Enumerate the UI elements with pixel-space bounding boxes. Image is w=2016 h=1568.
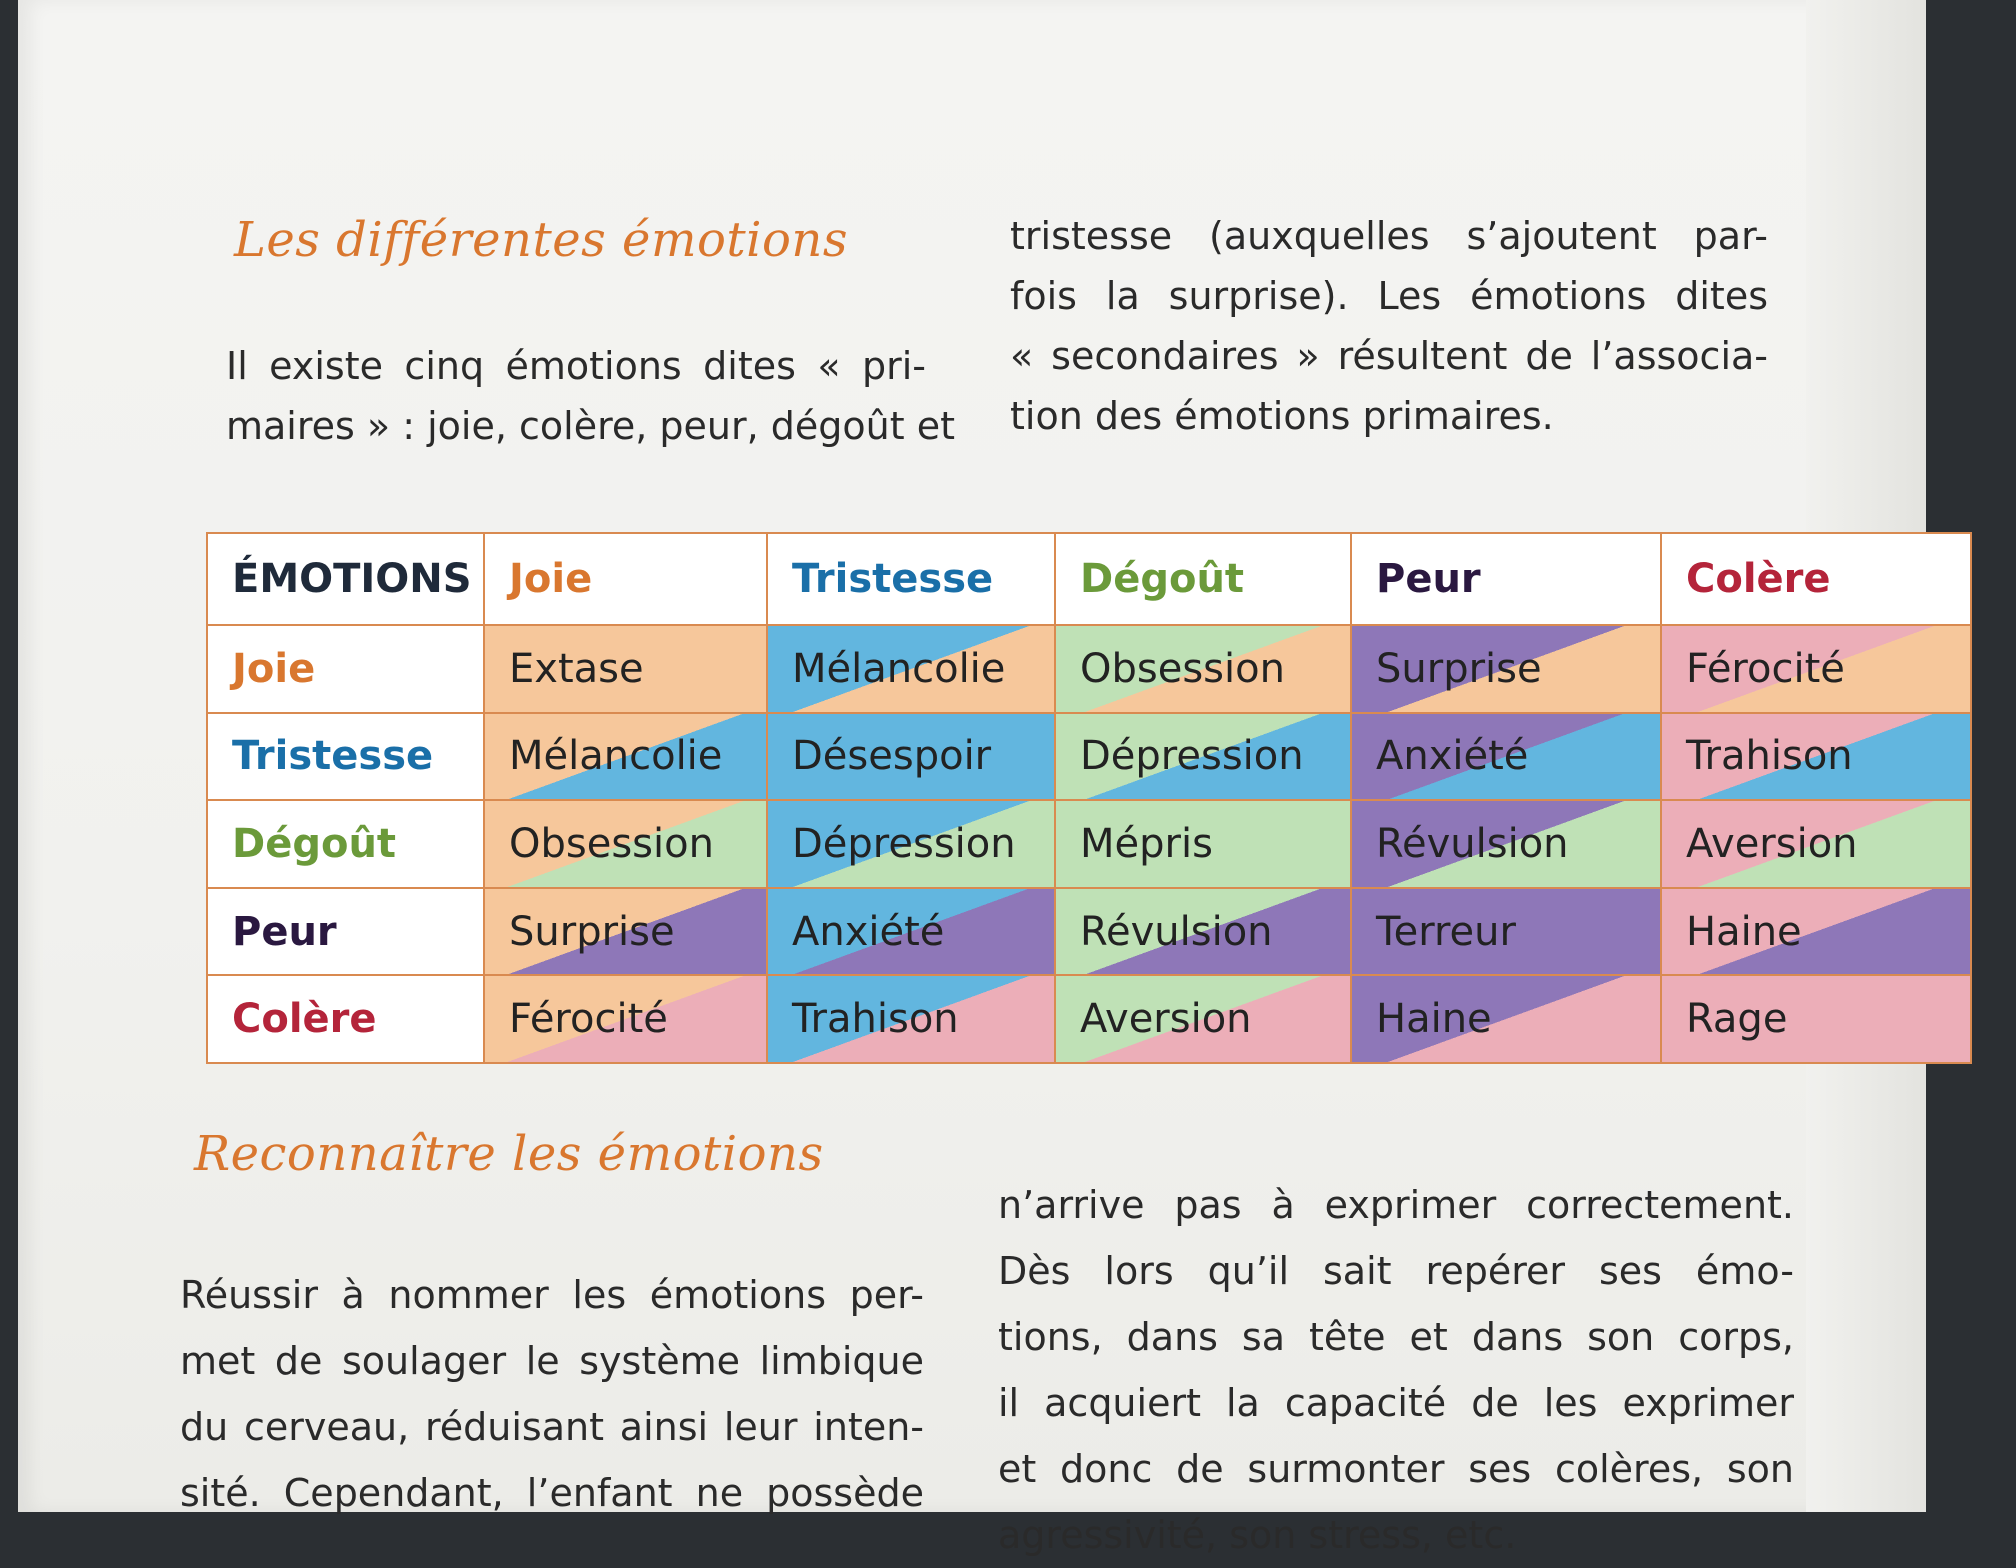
column-header: Peur	[1351, 533, 1661, 625]
emotion-combination-cell: Mélancolie	[484, 713, 767, 801]
text-line: Réussir à nommer les émotions per-	[180, 1273, 924, 1317]
intro-paragraph-right	[1010, 206, 1768, 446]
emotion-combination-cell: Haine	[1661, 888, 1971, 976]
row-header: Tristesse	[207, 713, 484, 801]
column-header: Joie	[484, 533, 767, 625]
emotion-combination-cell: Terreur	[1351, 888, 1661, 976]
text-line: sité. Cependant, l’enfant ne possède	[180, 1471, 924, 1515]
table-row	[207, 888, 1971, 976]
text-line: et donc de surmonter ses colères, son	[998, 1447, 1794, 1491]
emotion-combination-cell: Dépression	[767, 800, 1055, 888]
emotion-combination-cell: Férocité	[1661, 625, 1971, 713]
table-row	[207, 625, 1971, 713]
text-line: « secondaires » résultent de l’associa-	[1010, 334, 1768, 378]
table-row	[207, 975, 1971, 1063]
text-line: tion des émotions primaires.	[1010, 394, 1554, 438]
text-line: Il existe cinq émotions dites « pri-	[226, 344, 926, 388]
row-header: Colère	[207, 975, 484, 1063]
text-line: maires » : joie, colère, peur, dégoût et	[226, 404, 955, 448]
text-line: agressivité, son stress, etc.	[998, 1513, 1517, 1557]
emotions-table-body	[207, 533, 1971, 1063]
emotion-combination-cell: Obsession	[484, 800, 767, 888]
table-row	[207, 713, 1971, 801]
column-header: Tristesse	[767, 533, 1055, 625]
row-header: Dégoût	[207, 800, 484, 888]
text-line: tristesse (auxquelles s’ajoutent par-	[1010, 214, 1768, 258]
emotion-combination-cell: Anxiété	[1351, 713, 1661, 801]
emotion-combination-cell: Désespoir	[767, 713, 1055, 801]
text-line: n’arrive pas à exprimer correctement.	[998, 1183, 1794, 1227]
emotion-combination-cell: Aversion	[1661, 800, 1971, 888]
row-header: Peur	[207, 888, 484, 976]
emotion-combination-cell: Surprise	[484, 888, 767, 976]
emotions-table-wrapper	[206, 532, 1970, 1064]
text-line: fois la surprise). Les émotions dites	[1010, 274, 1768, 318]
column-header: Dégoût	[1055, 533, 1351, 625]
emotion-combination-cell: Surprise	[1351, 625, 1661, 713]
emotion-combination-cell: Obsession	[1055, 625, 1351, 713]
emotion-combination-cell: Anxiété	[767, 888, 1055, 976]
emotion-combination-cell: Haine	[1351, 975, 1661, 1063]
text-line: Dès lors qu’il sait repérer ses émo-	[998, 1249, 1794, 1293]
table-corner-label: ÉMOTIONS	[207, 533, 484, 625]
column-header: Colère	[1661, 533, 1971, 625]
emotion-combination-cell: Mépris	[1055, 800, 1351, 888]
emotions-table	[206, 532, 1972, 1064]
emotion-combination-cell: Révulsion	[1055, 888, 1351, 976]
recognize-paragraph-right	[998, 1172, 1794, 1568]
section-heading-recognize: Reconnaître les émotions	[194, 1126, 824, 1182]
emotion-combination-cell: Férocité	[484, 975, 767, 1063]
emotion-combination-cell: Trahison	[767, 975, 1055, 1063]
table-header-row	[207, 533, 1971, 625]
book-page	[18, 0, 1926, 1557]
emotion-combination-cell: Trahison	[1661, 713, 1971, 801]
emotion-combination-cell: Révulsion	[1351, 800, 1661, 888]
text-line: tions, dans sa tête et dans son corps,	[998, 1315, 1794, 1359]
section-heading-emotions: Les différentes émotions	[234, 212, 848, 268]
emotion-combination-cell: Dépression	[1055, 713, 1351, 801]
row-header: Joie	[207, 625, 484, 713]
text-line: du cerveau, réduisant ainsi leur inten-	[180, 1405, 924, 1449]
text-line: met de soulager le système limbique	[180, 1339, 924, 1383]
emotion-combination-cell: Extase	[484, 625, 767, 713]
emotion-combination-cell: Rage	[1661, 975, 1971, 1063]
text-line: il acquiert la capacité de les exprimer	[998, 1381, 1794, 1425]
intro-paragraph-left	[226, 336, 955, 456]
emotion-combination-cell: Aversion	[1055, 975, 1351, 1063]
table-row	[207, 800, 1971, 888]
recognize-paragraph-left	[180, 1262, 924, 1526]
emotion-combination-cell: Mélancolie	[767, 625, 1055, 713]
